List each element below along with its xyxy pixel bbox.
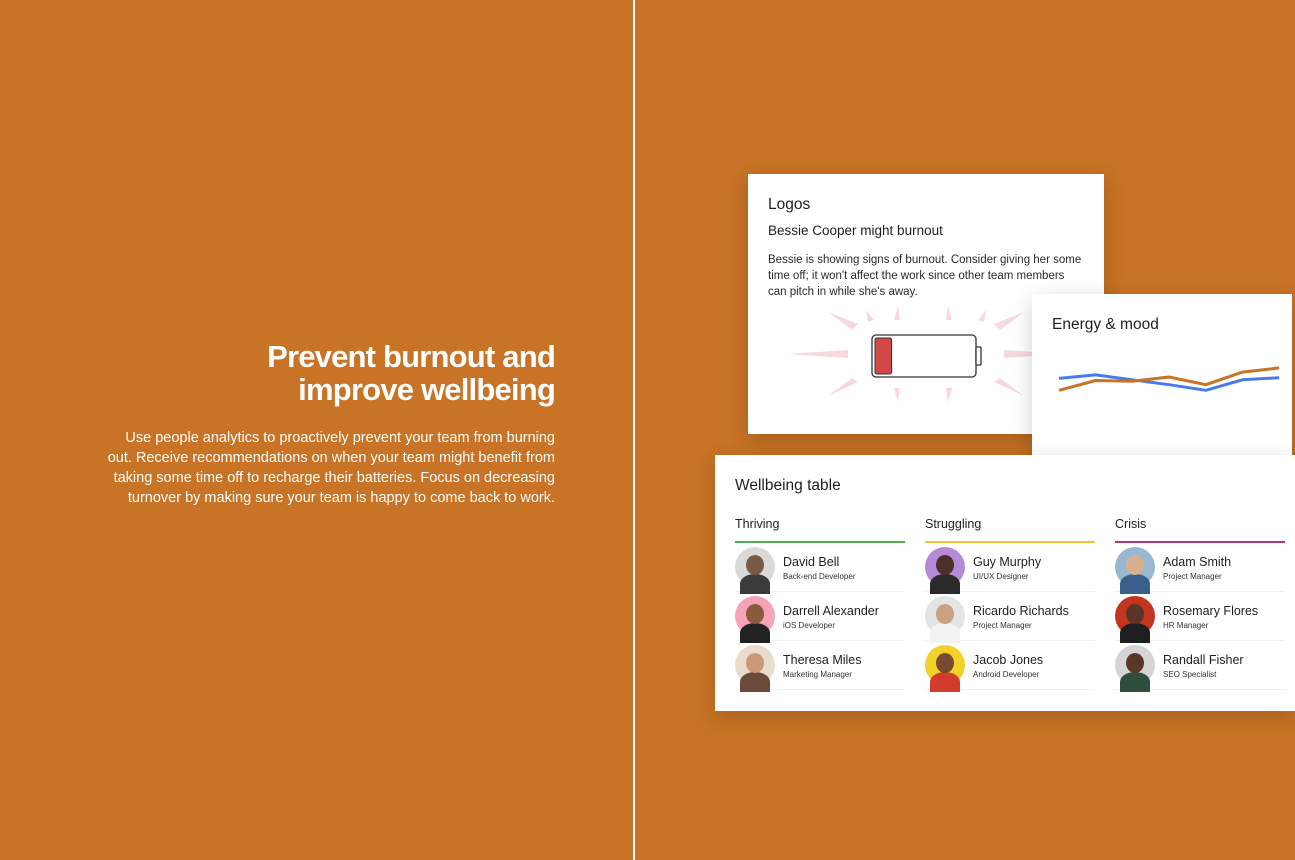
table-row[interactable] (735, 592, 905, 641)
table-row[interactable] (735, 543, 905, 592)
avatar (735, 645, 775, 685)
hero-title (100, 340, 555, 406)
column-header-crisis: Crisis (1115, 517, 1285, 543)
person-role: Android Developer (973, 669, 1040, 679)
avatar (735, 596, 775, 636)
person-name: Rosemary Flores (1163, 603, 1259, 618)
table-row[interactable] (925, 592, 1095, 641)
person-role: iOS Developer (783, 620, 836, 630)
avatar (1115, 645, 1155, 685)
avatar (925, 547, 965, 587)
avatar (1115, 596, 1155, 636)
table-row[interactable] (925, 641, 1095, 690)
person-name: Darrell Alexander (783, 603, 879, 618)
person-role: Project Manager (973, 620, 1032, 630)
hero-section (100, 340, 555, 508)
table-row[interactable] (925, 543, 1095, 592)
person-role: Back-end Developer (783, 571, 856, 581)
person-name: Ricardo Richards (973, 603, 1069, 618)
person-name: Guy Murphy (973, 554, 1042, 569)
person-role: Marketing Manager (783, 669, 852, 679)
logos-card-title: Logos (768, 196, 811, 213)
avatar (925, 645, 965, 685)
person-name: Randall Fisher (1163, 652, 1244, 667)
hero-title-line1: Prevent burnout and (267, 339, 555, 374)
column-crisis (1115, 517, 1285, 690)
avatar (1115, 547, 1155, 587)
column-header-struggling: Struggling (925, 517, 1095, 543)
column-thriving (735, 517, 905, 690)
person-role: Project Manager (1163, 571, 1222, 581)
vertical-divider (633, 0, 635, 860)
person-name: Theresa Miles (783, 652, 862, 667)
battery-fill (875, 338, 892, 374)
person-name: Jacob Jones (973, 652, 1044, 667)
burnout-alert-body: Bessie is showing signs of burnout. Consider giving her some time off; it won't affect the work since other team members can pitch in while she's away. (768, 254, 1082, 298)
person-role: UI/UX Designer (973, 571, 1029, 581)
wellbeing-table-title: Wellbeing table (735, 477, 841, 494)
energy-card-title: Energy & mood (1052, 316, 1159, 333)
column-header-thriving: Thriving (735, 517, 905, 543)
avatar (925, 596, 965, 636)
person-name: Adam Smith (1163, 554, 1232, 569)
table-row[interactable] (1115, 543, 1285, 592)
hero-title-line2: improve wellbeing (298, 372, 555, 407)
person-name: David Bell (783, 554, 840, 569)
table-row[interactable] (1115, 641, 1285, 690)
person-role: SEO Specialist (1163, 669, 1217, 679)
column-struggling (925, 517, 1095, 690)
burnout-alert-subtitle: Bessie Cooper might burnout (768, 223, 943, 238)
table-row[interactable] (1115, 592, 1285, 641)
table-row[interactable] (735, 641, 905, 690)
battery-icon (872, 335, 981, 377)
wellbeing-table-card (715, 455, 1295, 711)
avatar (735, 547, 775, 587)
hero-description: Use people analytics to proactively prevent your team from burning out. Receive recommendations on when your team might benefit from taking some time off to recharge their batteries. Focus on decreasing turnover by making sure your team is happy to come back to work. (107, 430, 555, 506)
person-role: HR Manager (1163, 620, 1209, 630)
